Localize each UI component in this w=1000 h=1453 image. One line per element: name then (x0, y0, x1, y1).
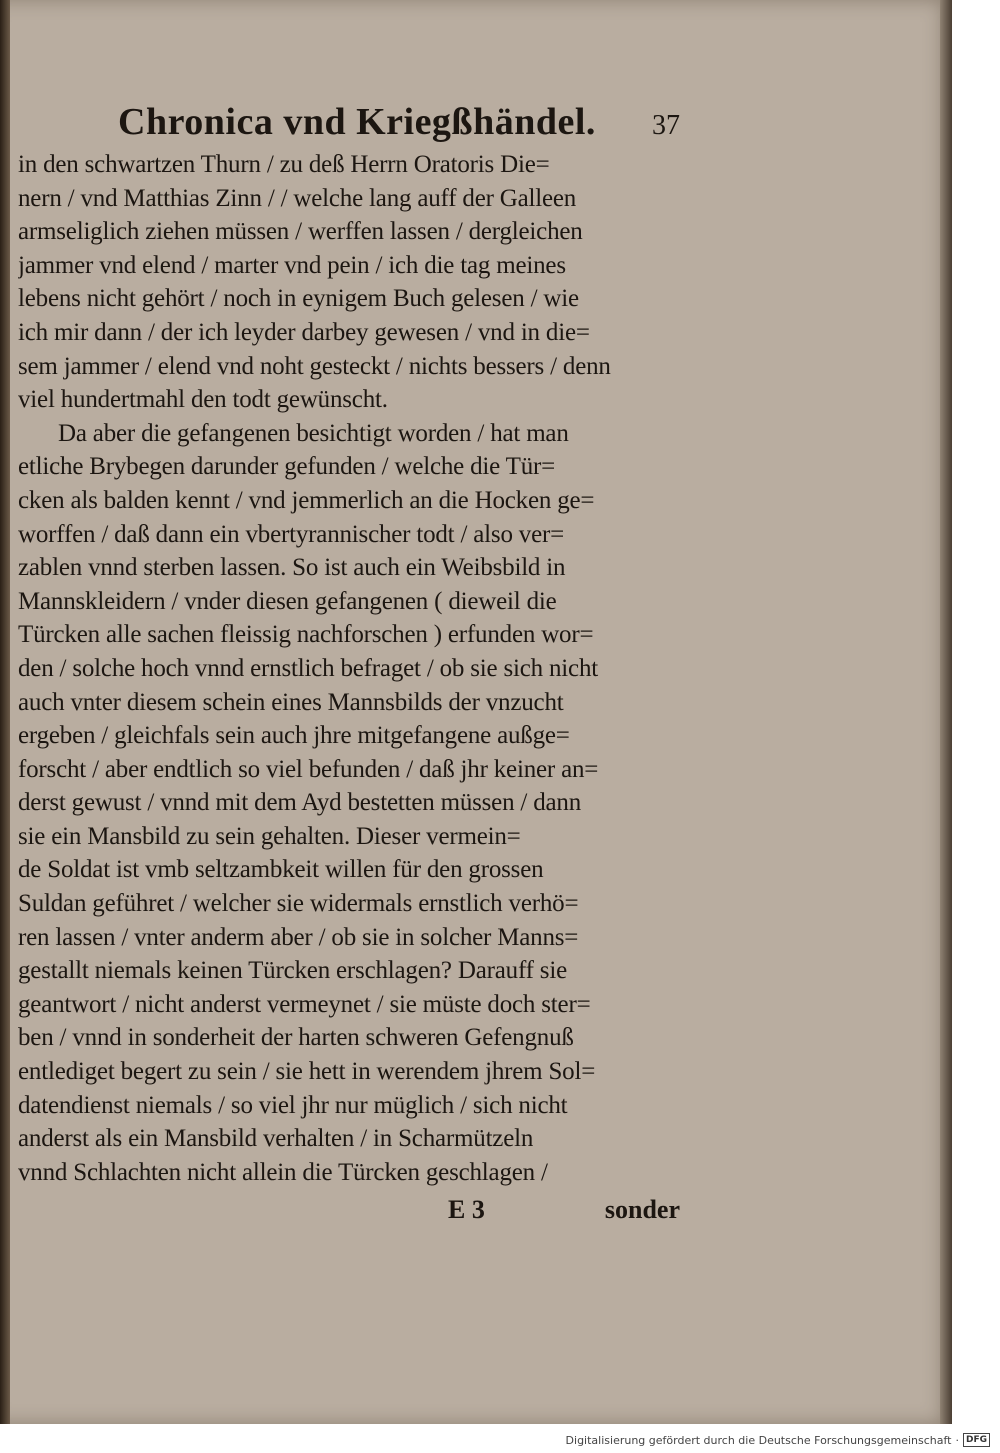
dfg-logo-icon: DFG (963, 1433, 990, 1447)
text-line: worffen / daß dann ein vbertyrannischer todt / also ver= (18, 520, 565, 548)
text-line: de Soldat ist vmb seltzambkeit willen für den grossen (18, 856, 544, 884)
text-line: anderst als ein Mansbild verhalten / in Scharmützeln (18, 1125, 534, 1153)
text-line: jammer vnd elend / marter vnd pein / ich die tag meines (18, 251, 566, 279)
text-line: datendienst niemals / so viel jhr nur müglich / sich nicht (18, 1091, 568, 1119)
text-line: forscht / aber endtlich so viel befunden / daß jhr keiner an= (18, 755, 599, 783)
text-line: ergeben / gleichfals sein auch jhre mitgefangene außge= (18, 722, 570, 750)
text-line: sem jammer / elend vnd noht gesteckt / nichts bessers / denn (18, 352, 611, 380)
text-line: ben / vnnd in sonderheit der harten schweren Gefengnuß (18, 1024, 574, 1052)
footer-credit: Digitalisierung gefördert durch die Deutsche Forschungsgemeinschaft (565, 1433, 952, 1447)
digitization-footer: Digitalisierung gefördert durch die Deutsche Forschungsgemeinschaft · DFG (566, 1433, 990, 1447)
text-line: Türcken alle sachen fleissig nachforschen ) erfunden wor= (18, 621, 594, 649)
signature-mark: E 3 (448, 1195, 485, 1225)
page-edge (940, 0, 952, 1424)
text-line: nern / vnd Matthias Zinn / / welche lang auff der Galleen (18, 184, 577, 212)
text-line: lebens nicht gehört / noch in eynigem Buch gelesen / wie (18, 285, 579, 313)
book-gutter (0, 0, 10, 1424)
text-line: cken als balden kennt / vnd jemmerlich an die Hocken ge= (18, 486, 595, 514)
text-block (18, 100, 688, 1229)
catch-row (18, 1189, 688, 1229)
text-line: Suldan geführet / welcher sie widermals ernstlich verhö= (18, 890, 579, 918)
text-line: gestallt niemals keinen Türcken erschlagen? Darauff sie (18, 957, 567, 985)
text-line: ren lassen / vnter anderm aber / ob sie in solcher Manns= (18, 923, 579, 951)
text-line: entlediget begert zu sein / sie hett in werendem jhrem Sol= (18, 1058, 596, 1086)
text-line: Mannskleidern / vnder diesen gefangenen ( dieweil die (18, 587, 557, 615)
text-line: ich mir dann / der ich leyder darbey gewesen / vnd in die= (18, 318, 590, 346)
text-line: geantwort / nicht anderst vermeynet / sie müste doch ster= (18, 990, 591, 1018)
text-line: armseliglich ziehen müssen / werffen lassen / dergleichen (18, 218, 583, 246)
text-line: vnnd Schlachten nicht allein die Türcken geschlagen / (18, 1158, 548, 1186)
text-line: den / solche hoch vnnd ernstlich befraget / ob sie sich nicht (18, 654, 598, 682)
text-line: viel hundertmahl den todt gewünscht. (18, 386, 388, 414)
text-line: etliche Brybegen darunder gefunden / welche die Tür= (18, 453, 556, 481)
running-head (18, 100, 688, 148)
text-line: in den schwartzen Thurn / zu deß Herrn Oratoris Die= (18, 151, 550, 178)
catchword: sonder (604, 1195, 680, 1225)
text-line: derst gewust / vnnd mit dem Ayd bestetten müssen / dann (18, 789, 582, 817)
page-number: 37 (652, 110, 680, 141)
body-text (18, 148, 688, 1189)
text-line: auch vnter diesem schein eines Mannsbilds der vnzucht (18, 688, 564, 716)
text-line: Da aber die gefangenen besichtigt worden / hat man (58, 419, 569, 447)
text-line: sie ein Mansbild zu sein gehalten. Dieser vermein= (18, 822, 521, 850)
text-line: zablen vnnd sterben lassen. So ist auch ein Weibsbild in (18, 554, 566, 582)
running-title: Chronica vnd Kriegßhändel. (118, 101, 596, 143)
